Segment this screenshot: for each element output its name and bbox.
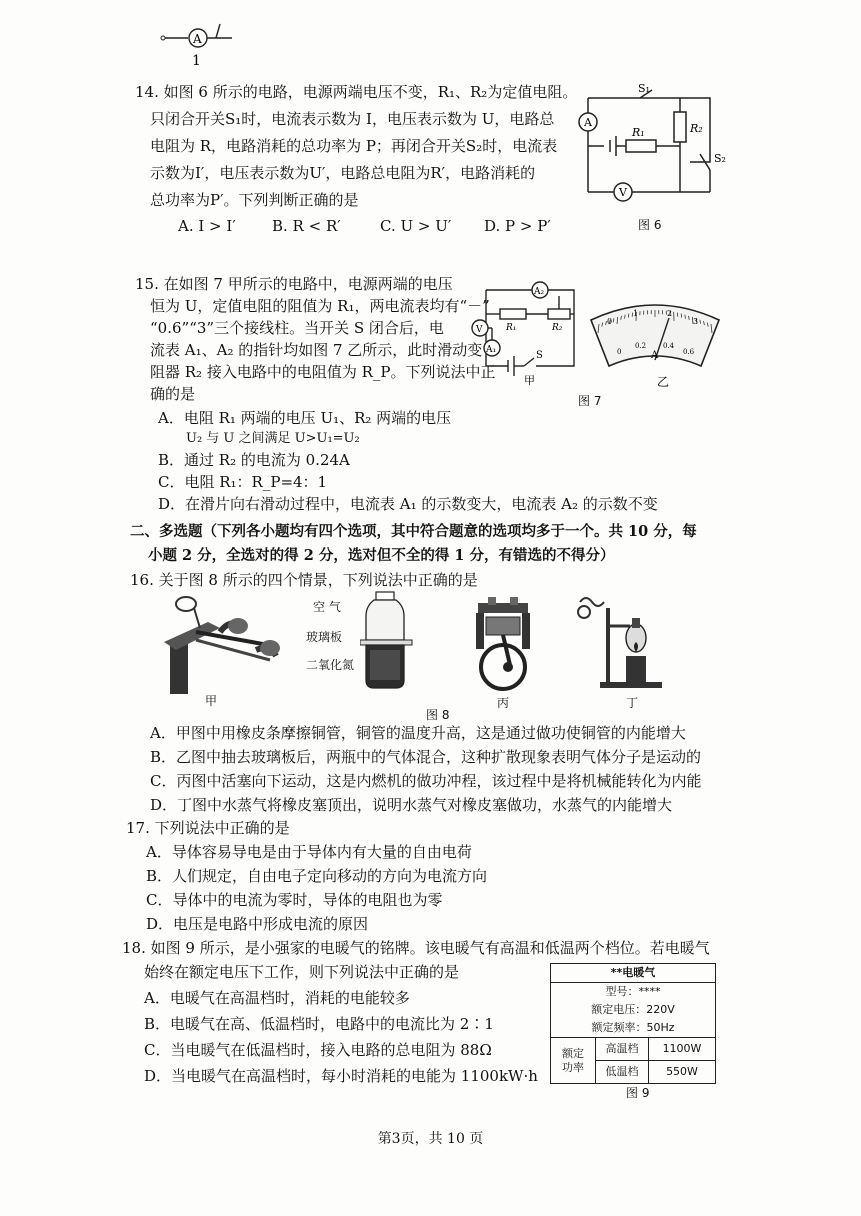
fig7-v-label: V: [476, 325, 483, 335]
q14-line-1: 14. 如图 6 所示的电路，电源两端电压不变，R₁、R₂为定值电阻。: [135, 83, 578, 101]
fig7-jia-label: 甲: [524, 374, 535, 387]
q16-option-a: A．甲图中用橡皮条摩擦铜管，铜管的温度升高，这是通过做功使铜管的内能增大: [150, 724, 686, 742]
figure-8-ding-illustration: [570, 592, 670, 692]
q14-option-d: D. P > P′: [484, 217, 551, 235]
figure-8-yi-illustration: [360, 590, 420, 690]
fig7-r2-label: R₂: [552, 323, 563, 333]
q18-option-b: B．电暖气在高、低温档时，电路中的电流比为 2∶1: [144, 1015, 494, 1033]
q18-option-d: D．当电暖气在高温档时，每小时消耗的电能为 1100kW·h: [144, 1067, 538, 1085]
figure-8-bing-label: 丙: [497, 696, 510, 710]
q15-line-2: 恒为 U，定值电阻的阻值为 R₁，两电流表均有“－”: [150, 297, 490, 315]
q15-option-c: C．电阻 R₁：R_P=4：1: [158, 473, 328, 491]
q14-line-4: 示数为I′，电压表示数为U′，电路总电阻为R′，电路消耗的: [150, 164, 536, 182]
fig6-r1-label: R₁: [632, 126, 645, 139]
q15-option-a: A．电阻 R₁ 两端的电压 U₁、R₂ 两端的电压: [158, 409, 452, 427]
nameplate-power-grid: [551, 1038, 715, 1083]
q14-option-a: A. I > I′: [178, 217, 236, 235]
meter-tick-1: 1: [633, 309, 639, 318]
bottle-label-glass: 玻璃板: [306, 630, 343, 644]
q18-option-a: A．电暖气在高温档时，消耗的电能较多: [144, 989, 410, 1007]
q15-option-a-cont: U₂ 与 U 之间满足 U>U₁=U₂: [186, 431, 360, 446]
figure-8-ding-label: 丁: [626, 696, 639, 710]
nameplate-high-value: 1100W: [662, 1042, 702, 1055]
nameplate-voltage: 额定电压：220V: [591, 1003, 675, 1016]
meter-tick-2: 2: [667, 309, 673, 318]
q15-line-4: 流表 A₁、A₂ 的指针均如图 7 乙所示，此时滑动变: [150, 341, 483, 359]
top-fragment-num: 1: [192, 53, 201, 68]
q15-line-6: 确的是: [150, 385, 196, 403]
fig6-r2-label: R₂: [690, 122, 703, 135]
fig7-r1-label: R₁: [506, 323, 517, 333]
fig7-a2-label: A₂: [534, 287, 545, 297]
meter-tick-mark: [685, 315, 686, 319]
figure-7-meter: [585, 298, 725, 390]
top-fragment-figure: [160, 22, 240, 68]
section-2-line-1: 二、多选题（下列各小题均有四个选项，其中符合题意的选项均多于一个。共 10 分，每: [130, 523, 697, 540]
meter-tick-4: 0: [617, 348, 622, 356]
q16-option-b: B．乙图中抽去玻璃板后，两瓶中的气体混合，这种扩散现象表明气体分子是运动的: [150, 748, 702, 766]
nameplate-low-value: 550W: [666, 1065, 698, 1078]
nameplate-low-label: 低温档: [596, 1061, 649, 1083]
fig6-s1-label: S₁: [638, 82, 650, 95]
q15-line-5: 阻器 R₂ 接入电路中的电阻值为 R_P。下列说法中正: [150, 363, 496, 381]
q14-option-c: C. U > U′: [380, 217, 452, 235]
q16-stem: 16. 关于图 8 所示的四个情景，下列说法中正确的是: [130, 571, 478, 589]
q16-option-d: D．丁图中水蒸气将橡皮塞顶出，说明水蒸气对橡皮塞做功，水蒸气的内能增大: [150, 796, 673, 814]
fig6-s2-label: S₂: [714, 152, 726, 165]
meter-tick-mark: [625, 315, 626, 319]
figure-6-label: 图 6: [638, 218, 662, 232]
figure-8-bing-illustration: [468, 595, 538, 693]
q15-line-1: 15. 在如图 7 甲所示的电路中，电源两端的电压: [135, 275, 453, 293]
q17-option-a: A．导体容易导电是由于导体内有大量的自由电荷: [146, 843, 472, 861]
bottle-label-no2: 二氧化氮: [306, 658, 355, 672]
q17-option-c: C．导体中的电流为零时，导体的电阻也为零: [146, 891, 443, 909]
bottle-label-air: 空 气: [313, 600, 341, 614]
fig6-ammeter-label: A: [584, 116, 592, 129]
nameplate-frequency: 额定频率：50Hz: [551, 1019, 715, 1038]
q17-stem: 17. 下列说法中正确的是: [126, 819, 290, 837]
fig6-voltmeter-label: V: [619, 186, 627, 199]
top-fragment-a: A: [193, 32, 202, 46]
nameplate-model: 型号：****: [605, 985, 661, 998]
fig7-yi-label: 乙: [657, 375, 670, 389]
nameplate-power-label: [551, 1038, 596, 1083]
q17-option-d: D．电压是电路中形成电流的原因: [146, 915, 369, 933]
figure-7-label: 图 7: [578, 394, 602, 408]
q14-line-2: 只闭合开关S₁时，电流表示数为 I，电压表示数为 U，电路总: [150, 110, 555, 128]
q14-option-b: B. R < R′: [272, 217, 341, 235]
fig7-a1-label: A₁: [486, 345, 497, 355]
figure-6-circuit: [570, 82, 730, 214]
meter-a-label: A: [651, 350, 659, 361]
q15-option-b: B．通过 R₂ 的电流为 0.24A: [158, 451, 350, 469]
nameplate-high-label: 高温档: [596, 1038, 649, 1060]
page-footer: 第3页，共 10 页: [377, 1131, 484, 1147]
meter-tick-5: 0.2: [635, 342, 647, 350]
figure-8-jia-label: 甲: [205, 694, 218, 708]
q15-option-d: D．在滑片向右滑动过程中，电流表 A₁ 的示数变大，电流表 A₂ 的示数不变: [158, 495, 658, 513]
meter-tick-7: 0.6: [683, 348, 695, 356]
figure-8-jia-illustration: [160, 592, 290, 696]
meter-tick-3: 3: [693, 317, 699, 326]
figure-9-label: 图 9: [626, 1086, 650, 1100]
section-2-line-2: 小题 2 分，全选对的得 2 分，选对但不全的得 1 分，有错选的不得分）: [148, 547, 615, 564]
q17-option-b: B．人们规定，自由电子定向移动的方向为电流方向: [146, 867, 488, 885]
heater-nameplate: [550, 963, 716, 1084]
nameplate-power-label-2: 功率: [562, 1060, 584, 1074]
figure-8-label: 图 8: [426, 708, 450, 722]
q15-line-3: “0.6”“3”三个接线柱。当开关 S 闭合后，电: [150, 319, 444, 337]
fig7-s-label: S: [536, 350, 543, 361]
q14-line-5: 总功率为P′。下列判断正确的是: [150, 191, 359, 209]
q16-option-c: C．丙图中活塞向下运动，这是内燃机的做功冲程，该过程中是将机械能转化为内能: [150, 772, 702, 790]
q18-line-1: 18. 如图 9 所示，是小强家的电暖气的铭牌。该电暖气有高温和低温两个档位。若电暖气: [122, 939, 710, 957]
q18-line-2: 始终在额定电压下工作，则下列说法中正确的是: [144, 963, 460, 981]
figure-7-circuit: [468, 276, 588, 388]
meter-tick-0: 0: [607, 317, 613, 326]
nameplate-title: **电暖气: [551, 964, 715, 983]
meter-tick-6: 0.4: [663, 342, 675, 350]
q18-option-c: C．当电暖气在低温档时，接入电路的总电阻为 88Ω: [144, 1041, 492, 1059]
nameplate-power-label-1: 额定: [562, 1046, 584, 1060]
q14-line-3: 电阻为 R，电路消耗的总功率为 P；再闭合开关S₂时，电流表: [150, 137, 558, 155]
